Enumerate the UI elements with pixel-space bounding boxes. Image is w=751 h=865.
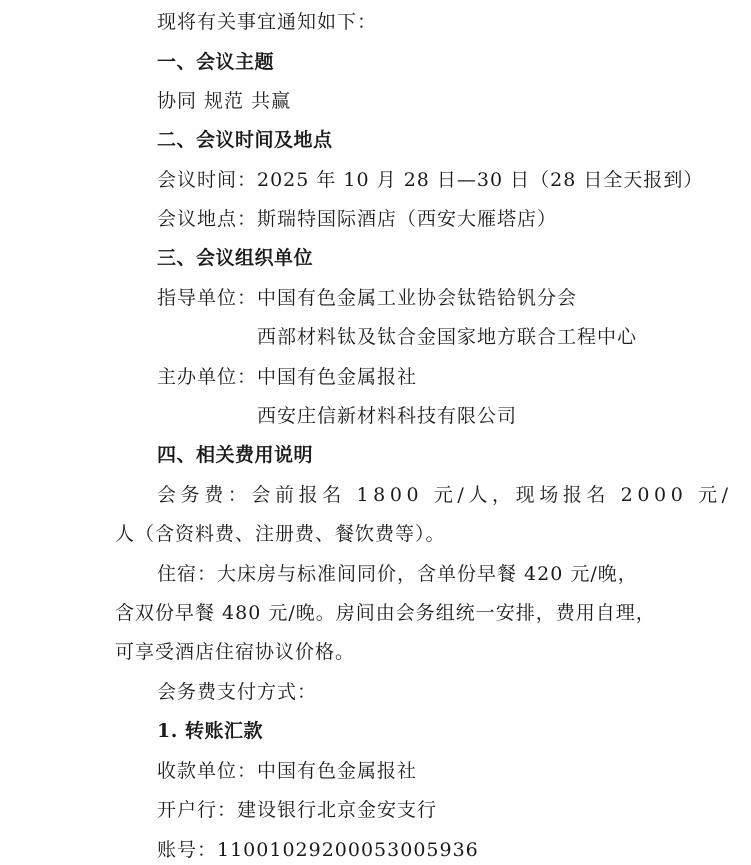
intro-text: 现将有关事宜通知如下： [157,11,378,33]
host-unit-2: 西安庄信新材料科技有限公司 [257,405,518,427]
lodging-line-3: 可享受酒店住宿协议价格。 [115,641,356,663]
payment-intro: 会务费支付方式： [157,681,318,703]
meeting-time: 会议时间：2025 年 10 月 28 日—30 日（28 日全天报到） [157,169,704,191]
section4-heading: 四、相关费用说明 [157,444,314,466]
guide-unit-1: 中国有色金属工业协会钛锆铪钒分会 [257,287,578,309]
host-unit-label: 主办单位： [157,366,258,388]
section2-heading: 二、会议时间及地点 [157,129,333,151]
section3-heading: 三、会议组织单位 [157,247,314,269]
transfer-heading: 1. 转账汇款 [157,720,263,742]
account-line: 账号：11001029200053005936 [157,839,479,861]
meeting-theme: 协同 规范 共赢 [157,90,292,112]
section1-heading: 一、会议主题 [157,51,275,73]
fee-line-2: 人（含资料费、注册费、餐饮费等）。 [115,523,446,545]
bank-line: 开户行：建设银行北京金安支行 [157,799,438,821]
lodging-line-1: 住宿：大床房与标准间同价，含单份早餐 420 元/晚， [157,563,638,585]
guide-unit-2: 西部材料钛及钛合金国家地方联合工程中心 [257,326,638,348]
lodging-line-2: 含双份早餐 480 元/晚。房间由会务组统一安排，费用自理， [115,602,656,624]
meeting-place: 会议地点：斯瑞特国际酒店（西安大雁塔店） [157,208,558,230]
fee-line-1: 会务费：会前报名 1800 元/人，现场报名 2000 元/ [157,484,733,506]
guide-unit-label: 指导单位： [157,287,258,309]
host-unit-1: 中国有色金属报社 [257,366,418,388]
payee-line: 收款单位：中国有色金属报社 [157,760,418,782]
